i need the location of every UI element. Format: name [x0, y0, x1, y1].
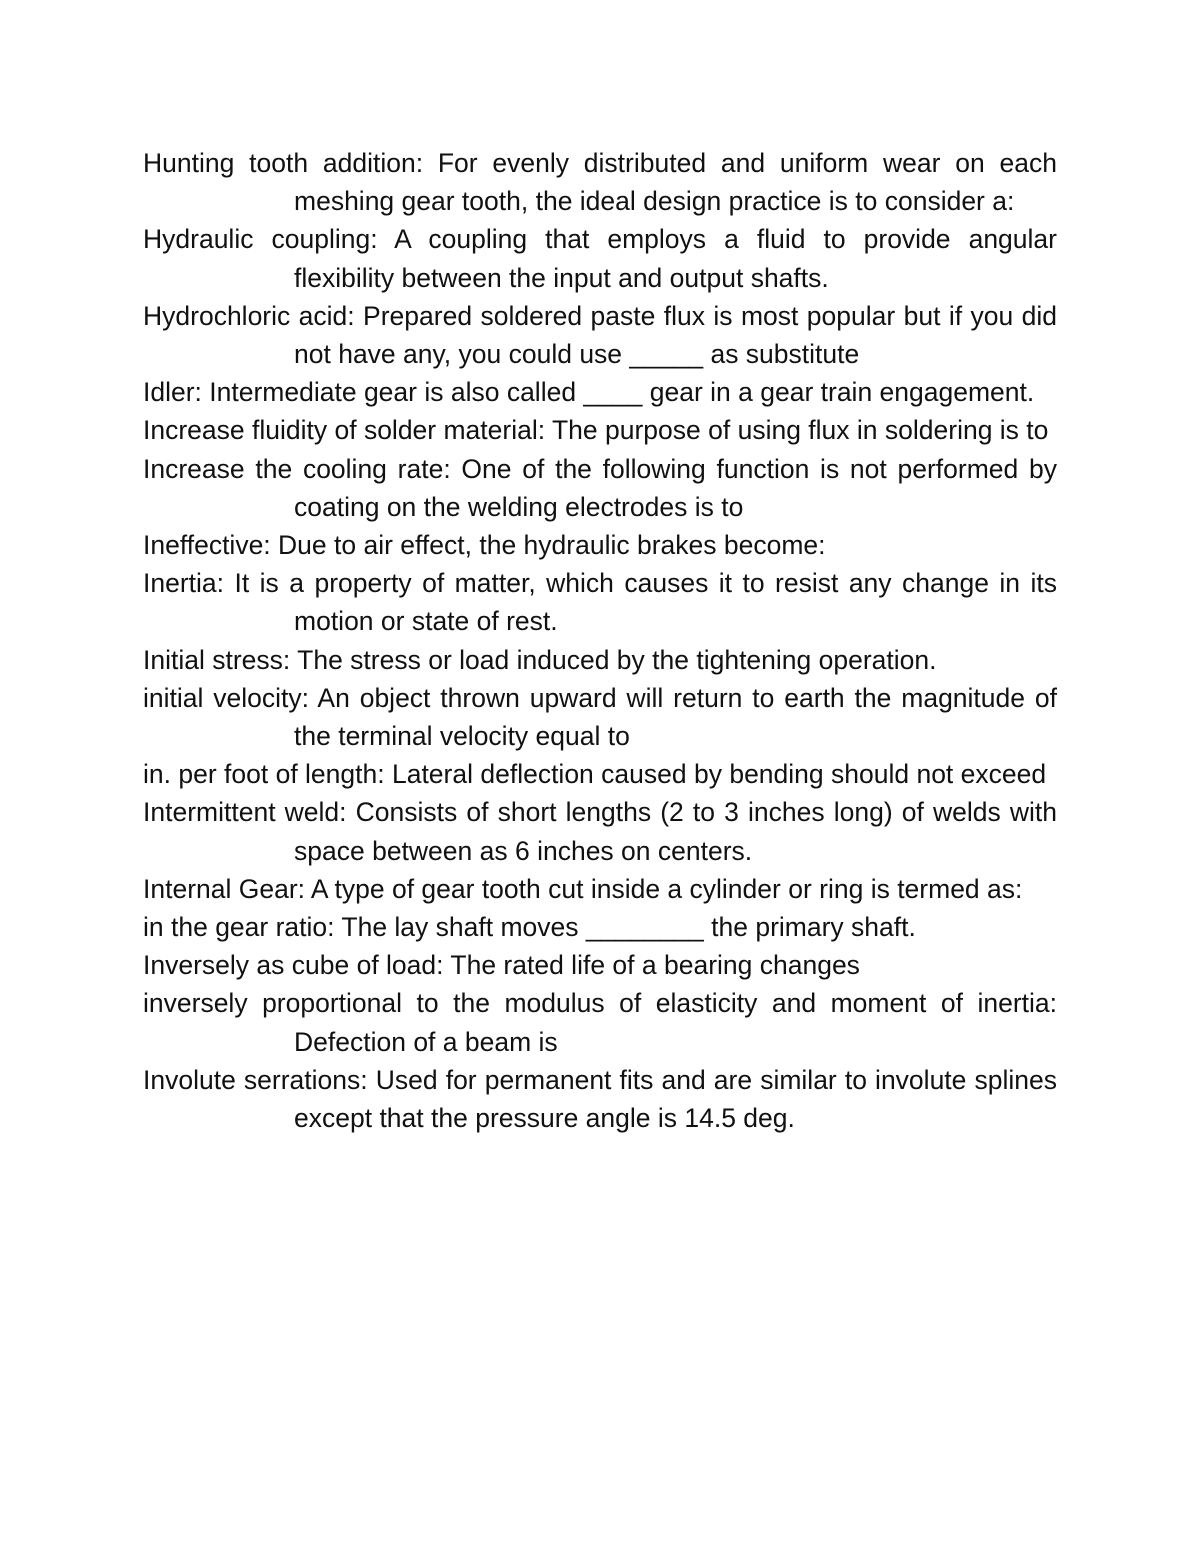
glossary-entry: Increase fluidity of solder material: The purpose of using flux in soldering is to	[143, 415, 1049, 446]
glossary-entry: Hydrochloric acid: Prepared soldered paste flux is most popular but if you did not have any, you could use _____ as substitute	[143, 300, 1057, 370]
glossary-entry: Inversely as cube of load: The rated life of a bearing changes	[143, 950, 860, 981]
glossary-entry: Increase the cooling rate: One of the following function is not performed by coating on the welding electrodes is to	[143, 453, 1057, 522]
glossary-entry: in the gear ratio: The lay shaft moves ________ the primary shaft.	[143, 912, 916, 943]
glossary-entry: Inertia: It is a property of matter, which causes it to resist any change in its motion or state of rest.	[143, 568, 1057, 637]
glossary-entry: Involute serrations: Used for permanent fits and are similar to involute splines except that the pressure angle is 14.5 deg.	[143, 1064, 1057, 1134]
glossary-entry: inversely proportional to the modulus of elasticity and moment of inertia: Defection of a beam is	[143, 988, 1057, 1057]
glossary-entry: Hunting tooth addition: For evenly distributed and uniform wear on each meshing gear tooth, the ideal design practice is to consider a:	[143, 148, 1057, 217]
glossary-entry: Ineffective: Due to air effect, the hydraulic brakes become:	[143, 530, 826, 561]
glossary-entry: Hydraulic coupling: A coupling that employs a fluid to provide angular flexibility between the input and output shafts.	[143, 224, 1057, 293]
glossary-entry: Idler: Intermediate gear is also called ____ gear in a gear train engagement.	[143, 377, 1035, 408]
glossary-entry: initial velocity: An object thrown upward will return to earth the magnitude of the terminal velocity equal to	[143, 682, 1057, 752]
glossary-entry: Intermittent weld: Consists of short lengths (2 to 3 inches long) of welds with space between as 6 inches on centers.	[143, 797, 1057, 866]
document-page	[143, 144, 1057, 1137]
glossary-entry: in. per foot of length: Lateral deflection caused by bending should not exceed	[143, 759, 1047, 790]
glossary-entry: Internal Gear: A type of gear tooth cut inside a cylinder or ring is termed as:	[143, 873, 1023, 904]
glossary-entry: Initial stress: The stress or load induced by the tightening operation.	[143, 644, 937, 675]
